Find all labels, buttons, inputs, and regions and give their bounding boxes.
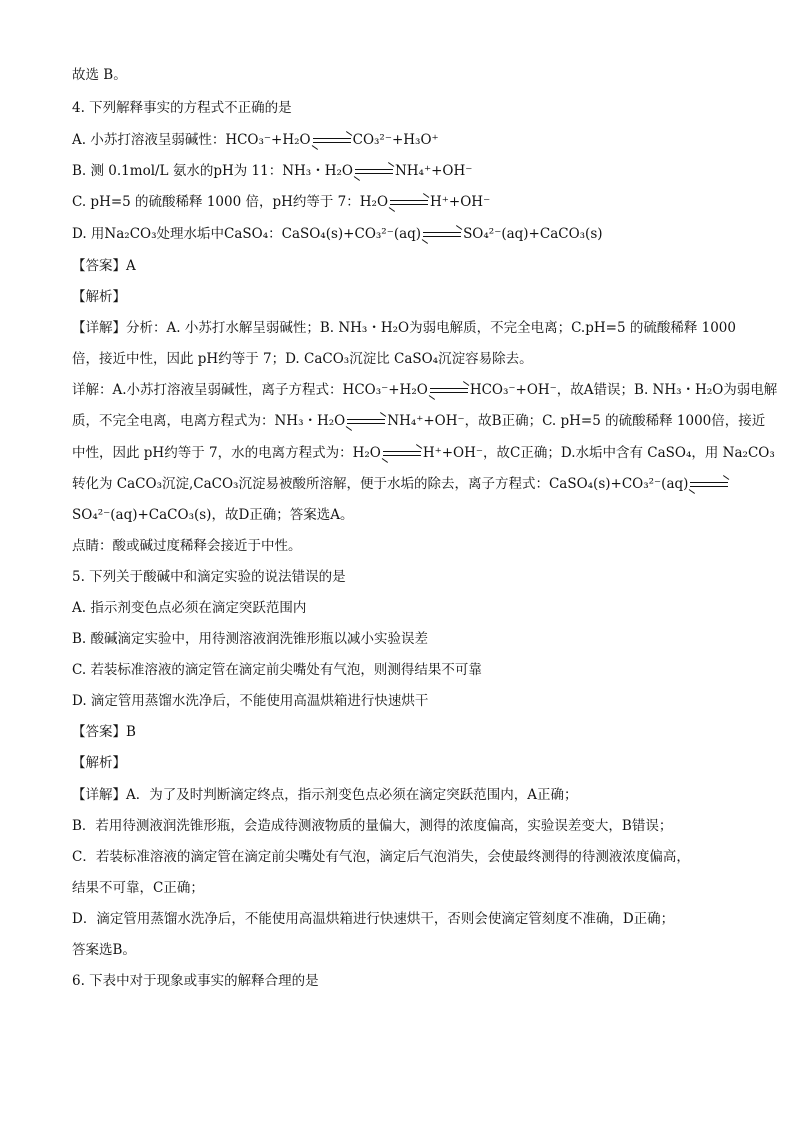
equation-right: H⁺+OH⁻ (430, 194, 491, 210)
equation-left: A. 小苏打溶液呈弱碱性：HCO₃⁻+H₂O (72, 132, 311, 148)
option-5b: B. 酸碱滴定实验中，用待测溶液润洗锥形瓶以减小实验误差 (72, 631, 429, 647)
text-line: 【详解】A．为了及时判断滴定终点，指示剂变色点必须在滴定突跃范围内，A正确； (72, 787, 578, 803)
reversible-arrow-icon (390, 199, 428, 207)
question-4-stem: 4. 下列解释事实的方程式不正确的是 (72, 100, 292, 116)
equation-left: C. pH=5 的硫酸稀释 1000 倍，pH约等于 7：H₂O (72, 194, 389, 210)
equation-right: H⁺+OH⁻，故C正确；D.水垢中含有 CaSO₄，用 Na₂CO₃ (422, 445, 775, 461)
reversible-arrow-icon (313, 137, 351, 145)
question-5-stem: 5. 下列关于酸碱中和滴定实验的说法错误的是 (72, 569, 346, 585)
option-4a (72, 131, 734, 149)
text-line: D．滴定管用蒸馏水洗净后，不能使用高温烘箱进行快速烘干，否则会使滴定管刻度不准确，D正确； (72, 911, 675, 927)
answer-label: 【答案】B (72, 724, 136, 740)
equation-left: D. 用Na₂CO₃处理水垢中CaSO₄：CaSO₄(s)+CO₃²⁻(aq) (72, 226, 422, 242)
text-line: 故选 B。 (72, 67, 127, 83)
equation-right: CO₃²⁻+H₃O⁺ (352, 132, 439, 148)
text-line: SO₄²⁻(aq)+CaCO₃(s)，故D正确；答案选A。 (72, 507, 354, 523)
text-line (72, 381, 778, 399)
text-line: B．若用待测液润洗锥形瓶，会造成待测液物质的量偏大，测得的浓度偏高，实验误差变大，B错误； (72, 818, 673, 834)
equation-left: 转化为 CaCO₃沉淀,CaCO₃沉淀易被酸所溶解，便于水垢的除去，离子方程式：CaSO₄(s)+CO₃²⁻(aq) (72, 476, 689, 492)
option-4b (72, 162, 734, 180)
equation-right: HCO₃⁻+OH⁻，故A错误；B. NH₃・H₂O为弱电解 (469, 382, 778, 398)
equation-left: 中性，因此 pH约等于 7，水的电离方程式为：H₂O (72, 445, 381, 461)
text-line: 答案选B。 (72, 942, 136, 958)
answer-label: 【答案】A (72, 258, 136, 274)
reversible-arrow-icon (347, 418, 385, 426)
option-4d (72, 225, 734, 243)
reversible-arrow-icon (423, 231, 461, 239)
option-5d: D. 滴定管用蒸馏水洗净后，不能使用高温烘箱进行快速烘干 (72, 693, 429, 709)
question-6-stem: 6. 下表中对于现象或事实的解释合理的是 (72, 973, 319, 989)
text-line: 【详解】分析：A. 小苏打水解呈弱碱性；B. NH₃・H₂O为弱电解质，不完全电离；C.pH=5 的硫酸稀释 1000 (72, 320, 736, 336)
text-line (72, 444, 775, 462)
reversible-arrow-icon (430, 387, 468, 395)
text-line: 倍，接近中性，因此 pH约等于 7；D. CaCO₃沉淀比 CaSO₄沉淀容易除去。 (72, 351, 533, 367)
text-line: C．若装标准溶液的滴定管在滴定前尖嘴处有气泡，滴定后气泡消失，会使最终测得的待测液浓度偏高， (72, 849, 690, 865)
reversible-arrow-icon (383, 450, 421, 458)
option-4c (72, 193, 734, 211)
reversible-arrow-icon (355, 168, 393, 176)
equation-left: 详解：A.小苏打溶液呈弱碱性，离子方程式：HCO₃⁻+H₂O (72, 382, 428, 398)
option-5a: A. 指示剂变色点必须在滴定突跃范围内 (72, 600, 307, 616)
equation-right: SO₄²⁻(aq)+CaCO₃(s) (463, 226, 603, 242)
reversible-arrow-icon (690, 481, 728, 489)
equation-right: NH₄⁺+OH⁻，故B正确；C. pH=5 的硫酸稀释 1000倍，接近 (387, 413, 766, 429)
equation-left: 质，不完全电离，电离方程式为：NH₃・H₂O (72, 413, 346, 429)
text-line: 结果不可靠，C正确； (72, 880, 204, 896)
tip-line: 点睛：酸或碱过度稀释会接近于中性。 (72, 538, 302, 554)
equation-right: NH₄⁺+OH⁻ (394, 163, 473, 179)
analysis-label: 【解析】 (72, 289, 126, 305)
analysis-label: 【解析】 (72, 755, 126, 771)
option-5c: C. 若装标准溶液的滴定管在滴定前尖嘴处有气泡，则测得结果不可靠 (72, 662, 482, 678)
text-line (72, 412, 766, 430)
text-line (72, 475, 734, 493)
equation-left: B. 测 0.1mol/L 氨水的pH为 11：NH₃・H₂O (72, 163, 353, 179)
